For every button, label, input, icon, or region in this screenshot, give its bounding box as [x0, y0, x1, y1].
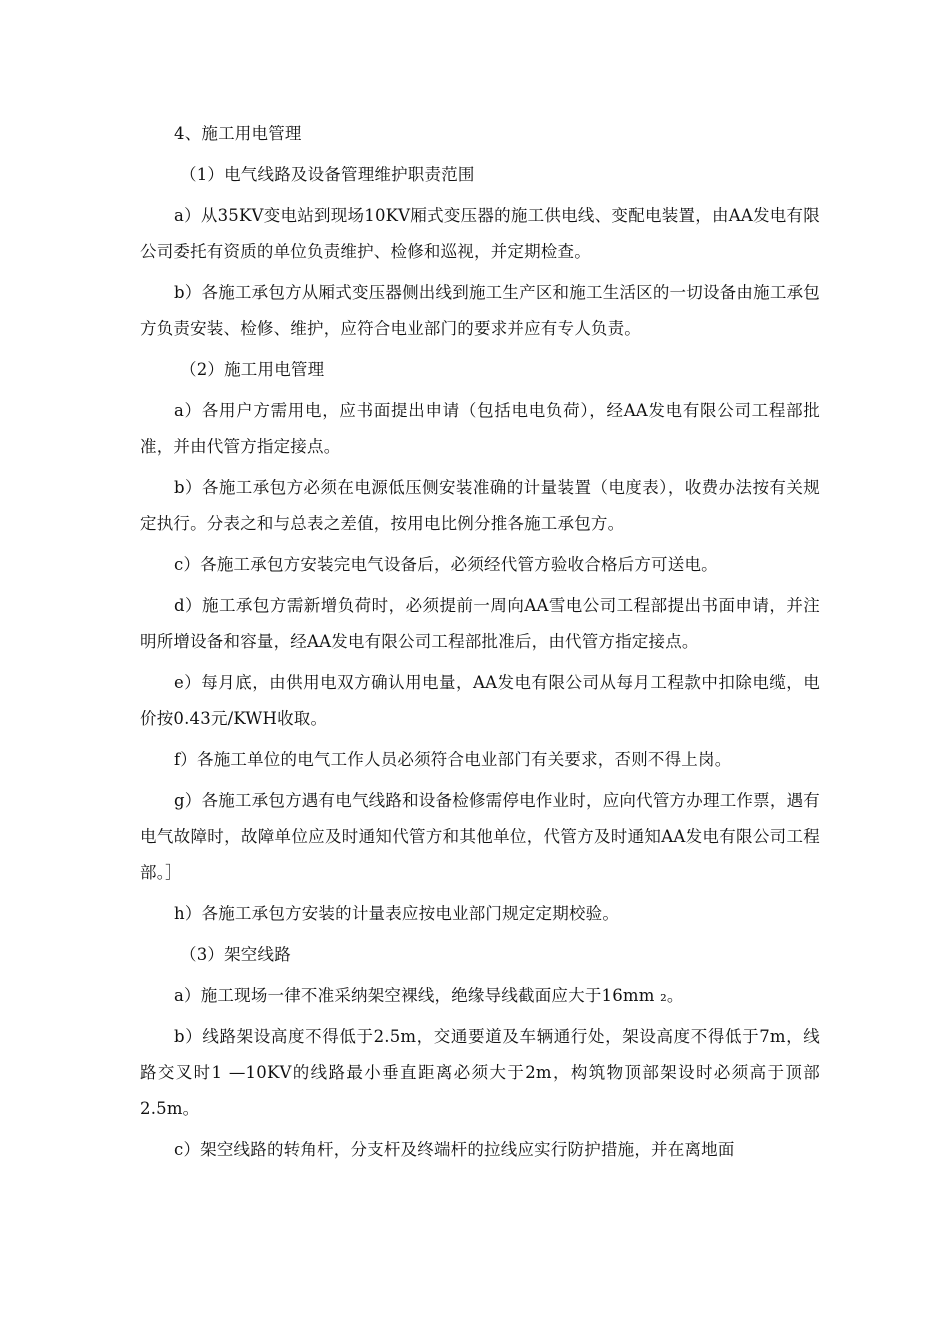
section2-item-h: h）各施工承包方安装的计量表应按电业部门规定定期校验。: [174, 904, 620, 923]
section3-item-a: a）施工现场一律不准采纳架空裸线，绝缘导线截面应大于16mm ₂。: [174, 986, 684, 1005]
section2-item-g: g）各施工承包方遇有电气线路和设备检修需停电作业时，应向代管方办理工作票，遇有电气故障时，故障单位应及时通知代管方和其他单位，代管方及时通知AA发电有限公司工程部。］: [140, 791, 820, 882]
section3-title: （3）架空线路: [180, 945, 291, 964]
section3-item-b: b）线路架设高度不得低于2.5m，交通要道及车辆通行处，架设高度不得低于7m，线路交叉时1 —10KV的线路最小垂直距离必须大于2m，构筑物顶部架设时必须高于顶部2.5m。: [140, 1027, 820, 1118]
section2-item-f: f）各施工单位的电气工作人员必须符合电业部门有关要求，否则不得上岗。: [174, 750, 732, 769]
section2-title: （2）施工用电管理: [180, 360, 325, 379]
document-body: [140, 116, 820, 1173]
section2-item-a: a）各用户方需用电，应书面提出申请（包括电电负荷），经AA发电有限公司工程部批准，并由代管方指定接点。: [140, 401, 820, 456]
section1-item-b: b）各施工承包方从厢式变压器侧出线到施工生产区和施工生活区的一切设备由施工承包方负责安装、检修、维护，应符合电业部门的要求并应有专人负责。: [140, 283, 820, 338]
section2-item-b: b）各施工承包方必须在电源低压侧安装准确的计量装置（电度表），收费办法按有关规定执行。分表之和与总表之差值，按用电比例分推各施工承包方。: [140, 478, 820, 533]
section1-title: （1）电气线路及设备管理维护职责范围: [180, 165, 475, 184]
section2-item-c: c）各施工承包方安装完电气设备后，必须经代管方验收合格后方可送电。: [174, 555, 718, 574]
section2-item-d: d）施工承包方需新增负荷时，必须提前一周向AA雪电公司工程部提出书面申请，并注明所增设备和容量，经AA发电有限公司工程部批准后，由代管方指定接点。: [140, 596, 820, 651]
section2-item-e: e）每月底，由供用电双方确认用电量，AA发电有限公司从每月工程款中扣除电缆，电价按0.43元/KWH收取。: [140, 673, 820, 728]
section1-item-a: a）从35KV变电站到现场10KV厢式变压器的施工供电线、变配电装置，由AA发电有限公司委托有资质的单位负责维护、检修和巡视，并定期检查。: [140, 206, 820, 261]
section-heading: 4、施工用电管理: [174, 124, 302, 143]
section3-item-c: c）架空线路的转角杆，分支杆及终端杆的拉线应实行防护措施，并在离地面: [174, 1140, 735, 1159]
